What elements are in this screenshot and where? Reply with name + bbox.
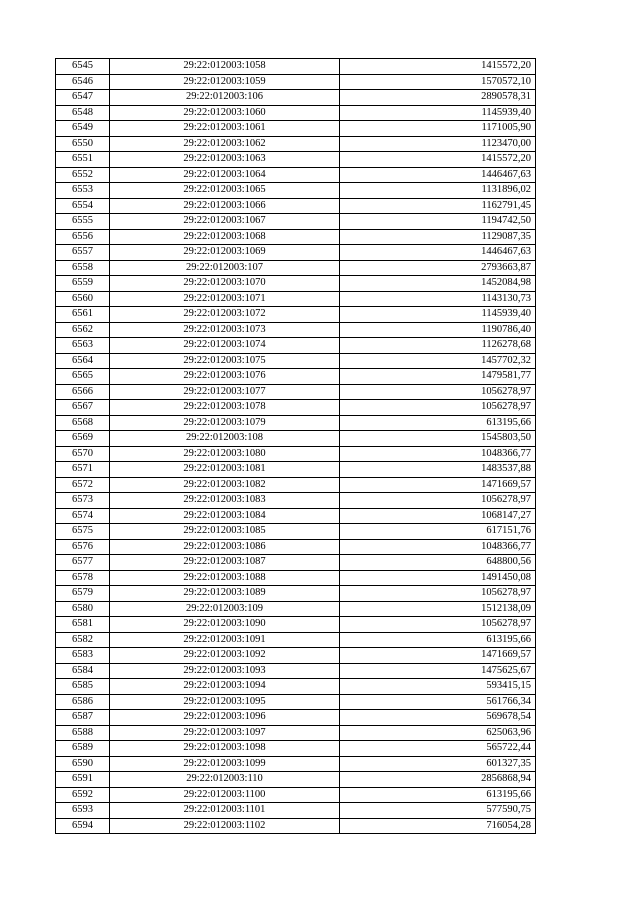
row-number-cell: 6553 — [56, 183, 110, 199]
row-number-cell: 6581 — [56, 617, 110, 633]
cadastral-number-cell: 29:22:012003:110 — [110, 772, 340, 788]
cadastral-value-cell: 1452084,98 — [340, 276, 536, 292]
row-number-cell: 6560 — [56, 291, 110, 307]
row-number-cell: 6567 — [56, 400, 110, 416]
cadastral-value-cell: 1471669,57 — [340, 648, 536, 664]
cadastral-value-cell: 569678,54 — [340, 710, 536, 726]
cadastral-number-cell: 29:22:012003:1071 — [110, 291, 340, 307]
cadastral-number-cell: 29:22:012003:1066 — [110, 198, 340, 214]
row-number-cell: 6586 — [56, 694, 110, 710]
cadastral-number-cell: 29:22:012003:109 — [110, 601, 340, 617]
cadastral-value-cell: 1048366,77 — [340, 539, 536, 555]
row-number-cell: 6591 — [56, 772, 110, 788]
row-number-cell: 6546 — [56, 74, 110, 90]
cadastral-value-cell: 593415,15 — [340, 679, 536, 695]
cadastral-value-cell: 716054,28 — [340, 818, 536, 834]
row-number-cell: 6580 — [56, 601, 110, 617]
table-row — [56, 570, 536, 586]
cadastral-number-cell: 29:22:012003:107 — [110, 260, 340, 276]
row-number-cell: 6593 — [56, 803, 110, 819]
row-number-cell: 6590 — [56, 756, 110, 772]
cadastral-value-cell: 577590,75 — [340, 803, 536, 819]
table-row — [56, 694, 536, 710]
cadastral-number-cell: 29:22:012003:1089 — [110, 586, 340, 602]
table-row — [56, 90, 536, 106]
cadastral-number-cell: 29:22:012003:1086 — [110, 539, 340, 555]
cadastral-number-cell: 29:22:012003:1062 — [110, 136, 340, 152]
row-number-cell: 6549 — [56, 121, 110, 137]
table-row — [56, 415, 536, 431]
cadastral-number-cell: 29:22:012003:1084 — [110, 508, 340, 524]
cadastral-value-cell: 1457702,32 — [340, 353, 536, 369]
cadastral-number-cell: 29:22:012003:1064 — [110, 167, 340, 183]
table-row — [56, 167, 536, 183]
table-row — [56, 586, 536, 602]
cadastral-value-cell: 1512138,09 — [340, 601, 536, 617]
cadastral-value-cell: 1471669,57 — [340, 477, 536, 493]
table-row — [56, 307, 536, 323]
cadastral-number-cell: 29:22:012003:1074 — [110, 338, 340, 354]
cadastral-value-table — [55, 58, 536, 834]
cadastral-number-cell: 29:22:012003:1076 — [110, 369, 340, 385]
row-number-cell: 6564 — [56, 353, 110, 369]
row-number-cell: 6551 — [56, 152, 110, 168]
row-number-cell: 6554 — [56, 198, 110, 214]
table-row — [56, 245, 536, 261]
cadastral-number-cell: 29:22:012003:1093 — [110, 663, 340, 679]
table-row — [56, 152, 536, 168]
cadastral-value-cell: 2856868,94 — [340, 772, 536, 788]
cadastral-value-cell: 613195,66 — [340, 787, 536, 803]
cadastral-number-cell: 29:22:012003:1079 — [110, 415, 340, 431]
cadastral-value-cell: 565722,44 — [340, 741, 536, 757]
cadastral-number-cell: 29:22:012003:1087 — [110, 555, 340, 571]
table-row — [56, 632, 536, 648]
row-number-cell: 6550 — [56, 136, 110, 152]
cadastral-value-cell: 1446467,63 — [340, 245, 536, 261]
row-number-cell: 6577 — [56, 555, 110, 571]
cadastral-number-cell: 29:22:012003:1078 — [110, 400, 340, 416]
cadastral-value-cell: 2890578,31 — [340, 90, 536, 106]
cadastral-value-cell: 1123470,00 — [340, 136, 536, 152]
cadastral-number-cell: 29:22:012003:1092 — [110, 648, 340, 664]
cadastral-number-cell: 29:22:012003:1088 — [110, 570, 340, 586]
table-row — [56, 384, 536, 400]
table-row — [56, 121, 536, 137]
cadastral-number-cell: 29:22:012003:1095 — [110, 694, 340, 710]
cadastral-value-cell: 1145939,40 — [340, 307, 536, 323]
cadastral-number-cell: 29:22:012003:1059 — [110, 74, 340, 90]
row-number-cell: 6563 — [56, 338, 110, 354]
row-number-cell: 6547 — [56, 90, 110, 106]
cadastral-number-cell: 29:22:012003:1067 — [110, 214, 340, 230]
cadastral-number-cell: 29:22:012003:1063 — [110, 152, 340, 168]
row-number-cell: 6558 — [56, 260, 110, 276]
cadastral-number-cell: 29:22:012003:1094 — [110, 679, 340, 695]
cadastral-number-cell: 29:22:012003:1083 — [110, 493, 340, 509]
row-number-cell: 6584 — [56, 663, 110, 679]
cadastral-value-cell: 613195,66 — [340, 632, 536, 648]
cadastral-number-cell: 29:22:012003:1065 — [110, 183, 340, 199]
table-row — [56, 446, 536, 462]
cadastral-number-cell: 29:22:012003:1060 — [110, 105, 340, 121]
cadastral-value-cell: 1446467,63 — [340, 167, 536, 183]
cadastral-value-cell: 1194742,50 — [340, 214, 536, 230]
table-row — [56, 725, 536, 741]
cadastral-value-cell: 1143130,73 — [340, 291, 536, 307]
row-number-cell: 6561 — [56, 307, 110, 323]
table-row — [56, 477, 536, 493]
row-number-cell: 6562 — [56, 322, 110, 338]
table-row — [56, 59, 536, 75]
row-number-cell: 6552 — [56, 167, 110, 183]
row-number-cell: 6548 — [56, 105, 110, 121]
cadastral-value-cell: 561766,34 — [340, 694, 536, 710]
row-number-cell: 6575 — [56, 524, 110, 540]
row-number-cell: 6592 — [56, 787, 110, 803]
row-number-cell: 6565 — [56, 369, 110, 385]
cadastral-value-cell: 1048366,77 — [340, 446, 536, 462]
table-row — [56, 74, 536, 90]
cadastral-number-cell: 29:22:012003:1096 — [110, 710, 340, 726]
row-number-cell: 6576 — [56, 539, 110, 555]
row-number-cell: 6570 — [56, 446, 110, 462]
table-row — [56, 555, 536, 571]
table-row — [56, 462, 536, 478]
row-number-cell: 6589 — [56, 741, 110, 757]
cadastral-number-cell: 29:22:012003:1097 — [110, 725, 340, 741]
cadastral-value-cell: 625063,96 — [340, 725, 536, 741]
row-number-cell: 6572 — [56, 477, 110, 493]
cadastral-number-cell: 29:22:012003:1072 — [110, 307, 340, 323]
table-row — [56, 136, 536, 152]
table-body — [56, 59, 536, 834]
cadastral-number-cell: 29:22:012003:108 — [110, 431, 340, 447]
row-number-cell: 6579 — [56, 586, 110, 602]
row-number-cell: 6557 — [56, 245, 110, 261]
cadastral-number-cell: 29:22:012003:1068 — [110, 229, 340, 245]
cadastral-value-cell: 1415572,20 — [340, 59, 536, 75]
cadastral-value-cell: 1068147,27 — [340, 508, 536, 524]
cadastral-value-cell: 1056278,97 — [340, 617, 536, 633]
row-number-cell: 6568 — [56, 415, 110, 431]
row-number-cell: 6571 — [56, 462, 110, 478]
cadastral-value-cell: 1479581,77 — [340, 369, 536, 385]
row-number-cell: 6556 — [56, 229, 110, 245]
table-row — [56, 214, 536, 230]
cadastral-number-cell: 29:22:012003:1098 — [110, 741, 340, 757]
cadastral-value-cell: 1545803,50 — [340, 431, 536, 447]
cadastral-number-cell: 29:22:012003:106 — [110, 90, 340, 106]
table-row — [56, 601, 536, 617]
cadastral-value-cell: 1570572,10 — [340, 74, 536, 90]
table-row — [56, 663, 536, 679]
cadastral-number-cell: 29:22:012003:1085 — [110, 524, 340, 540]
cadastral-number-cell: 29:22:012003:1091 — [110, 632, 340, 648]
row-number-cell: 6569 — [56, 431, 110, 447]
cadastral-value-cell: 1171005,90 — [340, 121, 536, 137]
row-number-cell: 6573 — [56, 493, 110, 509]
cadastral-value-cell: 1126278,68 — [340, 338, 536, 354]
table-row — [56, 229, 536, 245]
cadastral-number-cell: 29:22:012003:1090 — [110, 617, 340, 633]
cadastral-value-cell: 1056278,97 — [340, 493, 536, 509]
cadastral-value-cell: 613195,66 — [340, 415, 536, 431]
row-number-cell: 6583 — [56, 648, 110, 664]
cadastral-value-cell: 648800,56 — [340, 555, 536, 571]
cadastral-value-cell: 1131896,02 — [340, 183, 536, 199]
table-row — [56, 617, 536, 633]
cadastral-number-cell: 29:22:012003:1102 — [110, 818, 340, 834]
cadastral-number-cell: 29:22:012003:1099 — [110, 756, 340, 772]
table-row — [56, 400, 536, 416]
cadastral-number-cell: 29:22:012003:1073 — [110, 322, 340, 338]
cadastral-number-cell: 29:22:012003:1101 — [110, 803, 340, 819]
cadastral-number-cell: 29:22:012003:1077 — [110, 384, 340, 400]
cadastral-value-cell: 601327,35 — [340, 756, 536, 772]
table-row — [56, 772, 536, 788]
table-row — [56, 787, 536, 803]
cadastral-value-cell: 1162791,45 — [340, 198, 536, 214]
table-row — [56, 741, 536, 757]
cadastral-number-cell: 29:22:012003:1069 — [110, 245, 340, 261]
table-row — [56, 648, 536, 664]
row-number-cell: 6574 — [56, 508, 110, 524]
cadastral-value-cell: 1129087,35 — [340, 229, 536, 245]
cadastral-value-cell: 1483537,88 — [340, 462, 536, 478]
cadastral-value-cell: 1475625,67 — [340, 663, 536, 679]
cadastral-number-cell: 29:22:012003:1100 — [110, 787, 340, 803]
table-row — [56, 818, 536, 834]
row-number-cell: 6578 — [56, 570, 110, 586]
table-row — [56, 353, 536, 369]
table-row — [56, 803, 536, 819]
cadastral-value-cell: 1056278,97 — [340, 384, 536, 400]
cadastral-value-cell: 1415572,20 — [340, 152, 536, 168]
table-row — [56, 276, 536, 292]
cadastral-number-cell: 29:22:012003:1080 — [110, 446, 340, 462]
table-row — [56, 431, 536, 447]
table-row — [56, 198, 536, 214]
cadastral-value-cell: 2793663,87 — [340, 260, 536, 276]
cadastral-value-cell: 1190786,40 — [340, 322, 536, 338]
cadastral-value-cell: 1145939,40 — [340, 105, 536, 121]
cadastral-value-cell: 1056278,97 — [340, 586, 536, 602]
cadastral-number-cell: 29:22:012003:1082 — [110, 477, 340, 493]
table-row — [56, 369, 536, 385]
cadastral-number-cell: 29:22:012003:1058 — [110, 59, 340, 75]
cadastral-value-cell: 1491450,08 — [340, 570, 536, 586]
row-number-cell: 6559 — [56, 276, 110, 292]
row-number-cell: 6555 — [56, 214, 110, 230]
cadastral-number-cell: 29:22:012003:1075 — [110, 353, 340, 369]
table-row — [56, 524, 536, 540]
table-row — [56, 338, 536, 354]
row-number-cell: 6594 — [56, 818, 110, 834]
row-number-cell: 6587 — [56, 710, 110, 726]
row-number-cell: 6588 — [56, 725, 110, 741]
table-row — [56, 260, 536, 276]
table-row — [56, 105, 536, 121]
row-number-cell: 6582 — [56, 632, 110, 648]
row-number-cell: 6545 — [56, 59, 110, 75]
row-number-cell: 6585 — [56, 679, 110, 695]
table-row — [56, 183, 536, 199]
cadastral-value-cell: 1056278,97 — [340, 400, 536, 416]
table-row — [56, 756, 536, 772]
table-row — [56, 710, 536, 726]
cadastral-value-cell: 617151,76 — [340, 524, 536, 540]
table-row — [56, 291, 536, 307]
cadastral-number-cell: 29:22:012003:1061 — [110, 121, 340, 137]
table-row — [56, 322, 536, 338]
table-row — [56, 493, 536, 509]
table-row — [56, 539, 536, 555]
cadastral-number-cell: 29:22:012003:1070 — [110, 276, 340, 292]
table-row — [56, 679, 536, 695]
cadastral-number-cell: 29:22:012003:1081 — [110, 462, 340, 478]
table-row — [56, 508, 536, 524]
row-number-cell: 6566 — [56, 384, 110, 400]
